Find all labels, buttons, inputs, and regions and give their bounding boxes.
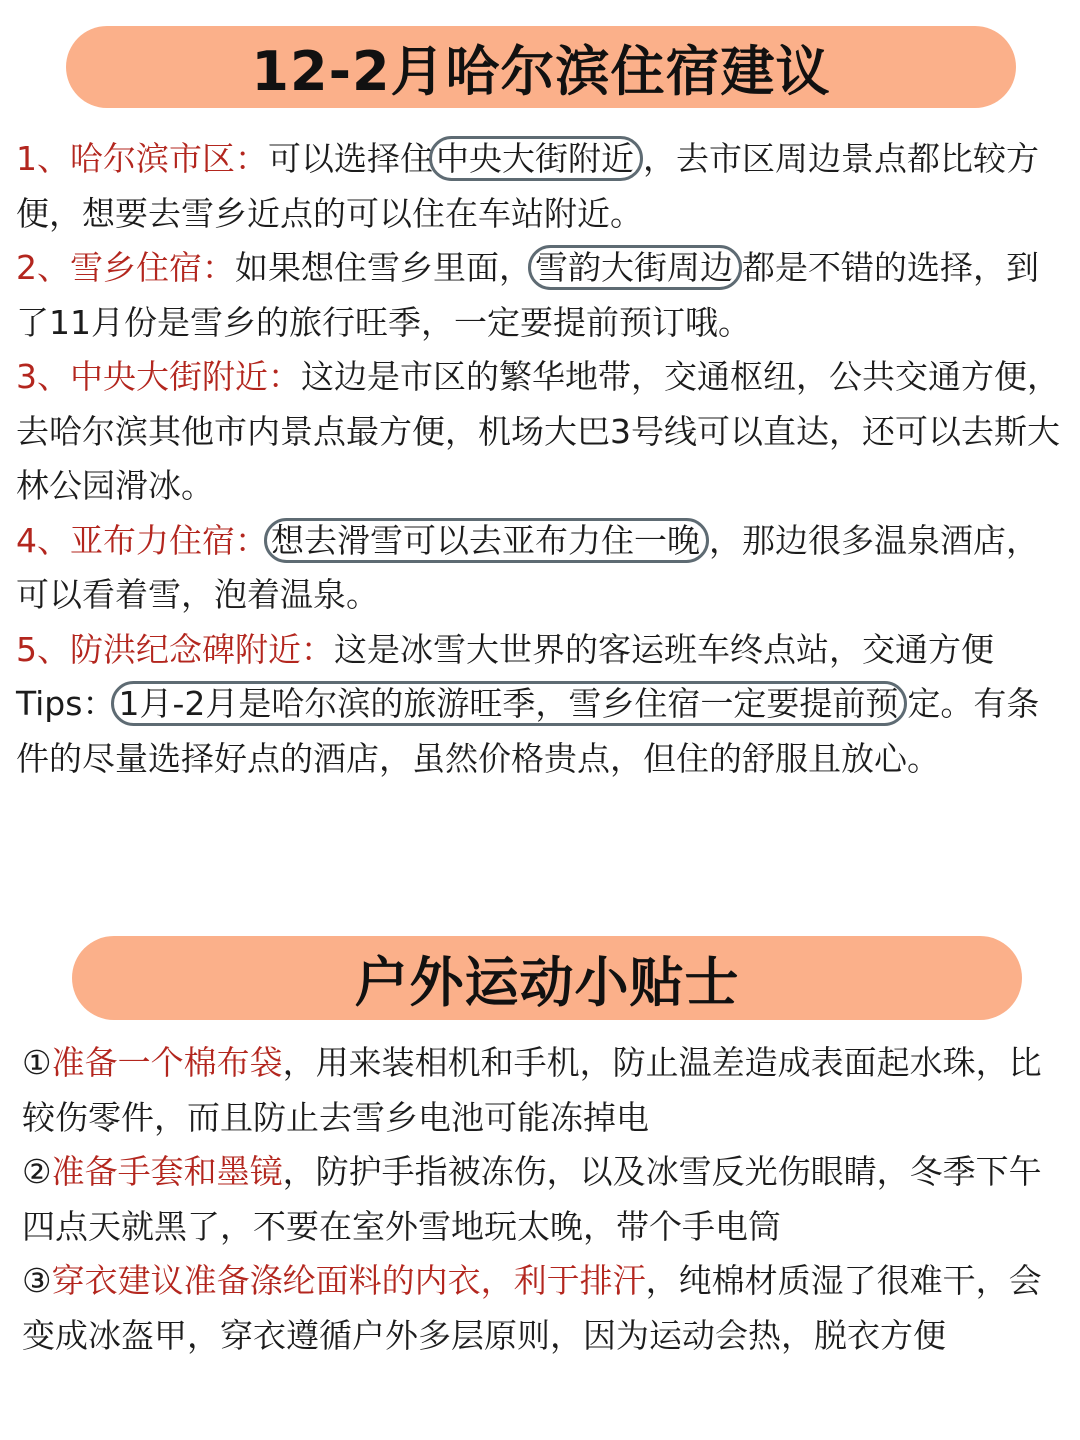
accommodation-item-5 bbox=[16, 623, 1066, 678]
outdoor-tip-3 bbox=[22, 1254, 1062, 1363]
accommodation-item-2 bbox=[16, 241, 1066, 350]
accommodation-item-3 bbox=[16, 350, 1066, 514]
item-text: ，那边很多温泉酒店，可以看着雪，泡着温泉。 bbox=[16, 520, 1039, 614]
circled-number-1: ① bbox=[22, 1043, 52, 1082]
highlight-ring: 1月-2月是哈尔滨的旅游旺季，雪乡住宿一定要提前预 bbox=[111, 681, 907, 726]
circled-number-2: ② bbox=[22, 1152, 52, 1191]
outdoor-tip-2 bbox=[22, 1145, 1062, 1254]
accommodation-item-4 bbox=[16, 514, 1066, 623]
tips-label: Tips： bbox=[16, 684, 116, 723]
item-label: 4、亚布力住宿： bbox=[16, 520, 268, 560]
outdoor-title: 户外运动小贴士 bbox=[354, 950, 740, 1014]
item-text: 这边是市区的繁华地带，交通枢纽，公共交通方便，去哈尔滨其他市内景点最方便，机场大巴3号线可以直达，还可以去斯大林公园滑冰。 bbox=[16, 357, 1060, 505]
highlight-ring: 雪韵大街周边 bbox=[528, 245, 742, 290]
item-label: 2、雪乡住宿： bbox=[16, 248, 235, 287]
tip-label: 准备一个棉布袋 bbox=[51, 1043, 283, 1082]
highlight-ring: 中央大街附近 bbox=[429, 136, 643, 181]
circled-number-3: ③ bbox=[22, 1261, 52, 1300]
outdoor-tips-section bbox=[22, 1036, 1062, 1363]
tip-label: 穿衣建议准备涤纶面料的内衣，利于排汗 bbox=[51, 1261, 646, 1300]
tip-text: ，纯棉材质湿了很难干，会变成冰盔甲，穿衣遵循户外多层原则，因为运动会热，脱衣方便 bbox=[22, 1261, 1042, 1355]
tip-text: ，防护手指被冻伤，以及冰雪反光伤眼睛，冬季下午四点天就黑了，不要在室外雪地玩太晚，带个手电筒 bbox=[22, 1152, 1042, 1246]
tip-label: 准备手套和墨镜 bbox=[51, 1152, 283, 1191]
title-banner-outdoor bbox=[72, 936, 1022, 1020]
outdoor-tip-1 bbox=[22, 1036, 1062, 1145]
tips-text: 定。有条件的尽量选择好点的酒店，虽然价格贵点，但住的舒服且放心。 bbox=[16, 684, 1040, 778]
item-text: ，去市区周边景点都比较方便，想要去雪乡近点的可以住在车站附近。 bbox=[16, 139, 1039, 233]
item-label: 1、哈尔滨市区： bbox=[16, 139, 268, 178]
accommodation-item-1 bbox=[16, 132, 1066, 241]
tips-paragraph bbox=[16, 677, 1066, 786]
item-label: 3、中央大街附近： bbox=[16, 357, 301, 396]
item-text: 都是不错的选择，到了11月份是雪乡的旅行旺季，一定要提前预订哦。 bbox=[16, 248, 1039, 342]
accommodation-section bbox=[16, 132, 1066, 786]
tip-text: ，用来装相机和手机，防止温差造成表面起水珠，比较伤零件，而且防止去雪乡电池可能冻掉电 bbox=[22, 1043, 1042, 1137]
item-text: 可以选择住 bbox=[268, 139, 433, 178]
highlight-ring: 想去滑雪可以去亚布力住一晚 bbox=[264, 518, 709, 563]
accommodation-title: 12-2月哈尔滨住宿建议 bbox=[251, 39, 831, 103]
item-text: 如果想住雪乡里面， bbox=[235, 248, 532, 287]
item-label: 5、防洪纪念碑附近： bbox=[16, 629, 334, 669]
title-banner-accommodation bbox=[66, 26, 1016, 108]
item-text: 这是冰雪大世界的客运班车终点站，交通方便 bbox=[334, 629, 994, 669]
